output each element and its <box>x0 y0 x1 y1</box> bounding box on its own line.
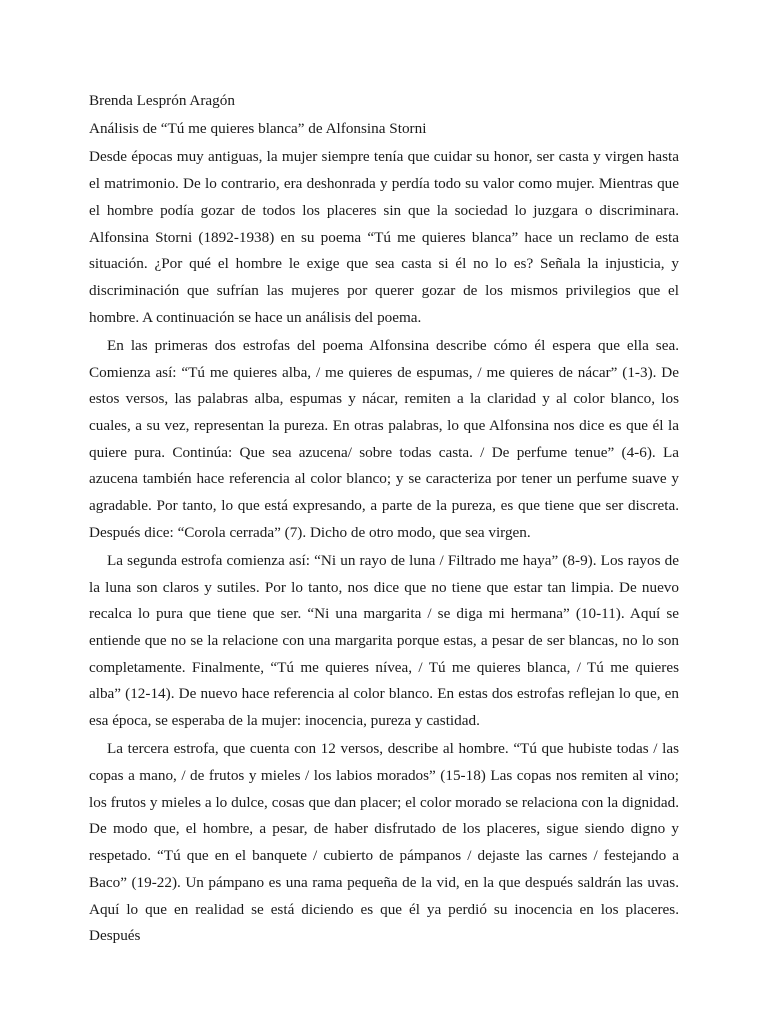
paragraph-first-stanzas: En las primeras dos estrofas del poema Alfonsina describe cómo él espera que ella sea. Comienza así: “Tú me quieres alba, / me quieres de espumas, / me quieres de nácar” (1-3). De estos versos, las palabras alba, espumas y nácar, remiten a la claridad y al color blanco, los cuales, a su vez, representan la pureza. En otras palabras, lo que Alfonsina nos dice es que él la quiere pura. Continúa: Que sea azucena/ sobre todas casta. / De perfume tenue” (4-6). La azucena también hace referencia al color blanco; y se caracteriza por tener un perfume suave y agradable. Por tanto, lo que está expresando, a parte de la pureza, es que tiene que ser discreta. Después dice: “Corola cerrada” (7). Dicho de otro modo, que sea virgen. <box>89 336 679 541</box>
essay-title: Análisis de “Tú me quieres blanca” de Alfonsina Storni <box>89 120 427 138</box>
document-page <box>89 88 679 952</box>
paragraph-third-stanza: La tercera estrofa, que cuenta con 12 versos, describe al hombre. “Tú que hubiste todas / las copas a mano, / de frutos y mieles / los labios morados” (15-18) Las copas nos remiten al vino; los frutos y mieles a lo dulce, cosas que dan placer; el color morado se relaciona con la dignidad. De modo que, el hombre, a pesar, de haber disfrutado de los placeres, sigue siendo digno y respetado. “Tú que en el banquete / cubierto de pámpanos / dejaste las carnes / festejando a Baco” (19-22). Un pámpano es una rama pequeña de la vid, en la que después saldrán las uvas. Aquí lo que en realidad se está diciendo es que él ya perdió su inocencia en los placeres. Después <box>89 740 679 945</box>
paragraph-intro: Desde épocas muy antiguas, la mujer siempre tenía que cuidar su honor, ser casta y virgen hasta el matrimonio. De lo contrario, era deshonrada y perdía todo su valor como mujer. Mientras que el hombre podía gozar de todos los placeres sin que la sociedad lo juzgara o discriminara. Alfonsina Storni (1892-1938) en su poema “Tú me quieres blanca” hace un reclamo de esta situación. ¿Por qué el hombre le exige que sea casta si él no lo es? Señala la injusticia, y discriminación que sufrían las mujeres por querer gozar de los mismos privilegios que el hombre. A continuación se hace un análisis del poema. <box>89 148 679 326</box>
author-name: Brenda Lesprón Aragón <box>89 92 235 109</box>
paragraph-second-stanza: La segunda estrofa comienza así: “Ni un rayo de luna / Filtrado me haya” (8-9). Los rayos de la luna son claros y sutiles. Por lo tanto, nos dice que no tiene que estar tan limpia. De nuevo recalca lo pura que tiene que ser. “Ni una margarita / se diga mi hermana” (10-11). Aquí se entiende que no se la relacione con una margarita porque estas, a pesar de ser blancas, no lo son completamente. Finalmente, “Tú me quieres nívea, / Tú me quieres blanca, / Tú me quieres alba” (12-14). De nuevo hace referencia al color blanco. En estas dos estrofas reflejan lo que, en esa época, se esperaba de la mujer: inocencia, pureza y castidad. <box>89 551 679 730</box>
